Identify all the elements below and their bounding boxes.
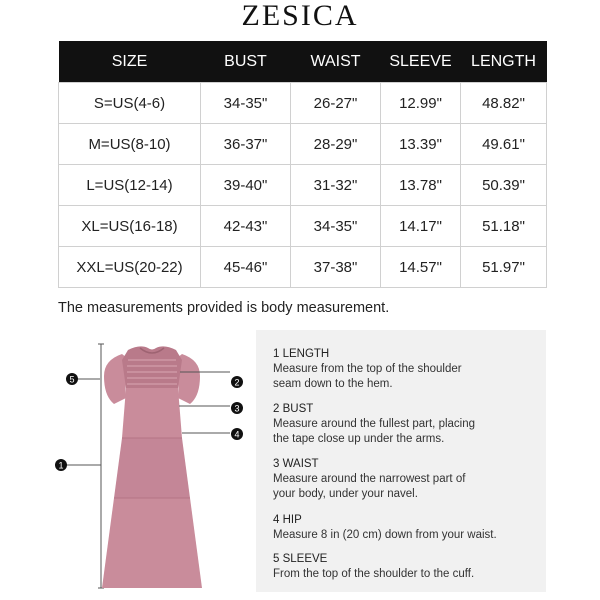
dress-shape xyxy=(102,346,202,588)
guide-title: 1 LENGTH xyxy=(273,348,330,360)
cell-length: 49.61" xyxy=(461,124,547,165)
header-sleeve: SLEEVE xyxy=(381,41,461,83)
guide-desc: seam down to the hem. xyxy=(273,378,393,390)
cell-sleeve: 14.57" xyxy=(381,247,461,288)
cell-sleeve: 14.17" xyxy=(381,206,461,247)
guide-desc: Measure around the fullest part, placing xyxy=(273,418,476,430)
brand-logo: ZESICA xyxy=(241,0,359,32)
marker-1 xyxy=(55,459,67,471)
guide-item-hip xyxy=(273,513,538,543)
cell-waist: 28-29" xyxy=(291,124,381,165)
cell-bust: 36-37" xyxy=(201,124,291,165)
measurement-note: The measurements provided is body measurement. xyxy=(58,300,390,316)
cell-length: 51.18" xyxy=(461,206,547,247)
cell-length: 48.82" xyxy=(461,83,547,124)
header-length: LENGTH xyxy=(461,41,547,83)
cell-waist: 37-38" xyxy=(291,247,381,288)
measurement-guide-panel xyxy=(256,330,546,592)
guide-desc: your body, under your navel. xyxy=(273,488,418,500)
guide-title: 4 HIP xyxy=(273,514,302,526)
table-row xyxy=(59,124,547,165)
size-chart-table xyxy=(58,41,547,288)
marker-label: 1 xyxy=(58,460,64,471)
cell-waist: 26-27" xyxy=(291,83,381,124)
cell-bust: 34-35" xyxy=(201,83,291,124)
cell-waist: 34-35" xyxy=(291,206,381,247)
marker-label: 3 xyxy=(234,403,240,414)
cell-bust: 42-43" xyxy=(201,206,291,247)
cell-sleeve: 13.39" xyxy=(381,124,461,165)
guide-desc: Measure around the narrowest part of xyxy=(273,473,466,485)
header-size: SIZE xyxy=(59,41,201,83)
cell-size: XXL=US(20-22) xyxy=(59,247,201,288)
marker-4 xyxy=(231,428,243,440)
guide-item-bust xyxy=(273,402,538,447)
cell-size: M=US(8-10) xyxy=(59,124,201,165)
marker-2 xyxy=(231,376,243,388)
marker-label: 2 xyxy=(234,377,240,388)
guide-item-length xyxy=(273,347,538,392)
guide-title: 5 SLEEVE xyxy=(273,553,328,565)
cell-size: XL=US(16-18) xyxy=(59,206,201,247)
table-header-row xyxy=(59,41,547,83)
cell-length: 50.39" xyxy=(461,165,547,206)
cell-bust: 39-40" xyxy=(201,165,291,206)
guide-desc: Measure from the top of the shoulder xyxy=(273,363,462,375)
guide-desc: From the top of the shoulder to the cuff. xyxy=(273,568,475,580)
header-waist: WAIST xyxy=(291,41,381,83)
guide-desc: Measure 8 in (20 cm) down from your waist. xyxy=(273,529,497,541)
cell-bust: 45-46" xyxy=(201,247,291,288)
cell-length: 51.97" xyxy=(461,247,547,288)
marker-label: 4 xyxy=(234,429,240,440)
guide-title: 3 WAIST xyxy=(273,458,319,470)
marker-5 xyxy=(66,373,78,385)
table-row xyxy=(59,165,547,206)
cell-sleeve: 13.78" xyxy=(381,165,461,206)
cell-size: S=US(4-6) xyxy=(59,83,201,124)
header-bust: BUST xyxy=(201,41,291,83)
cell-size: L=US(12-14) xyxy=(59,165,201,206)
table-row xyxy=(59,247,547,288)
guide-title: 2 BUST xyxy=(273,403,314,415)
guide-item-waist xyxy=(273,457,538,502)
guide-desc: the tape close up under the arms. xyxy=(273,433,445,445)
marker-3 xyxy=(231,402,243,414)
cell-sleeve: 12.99" xyxy=(381,83,461,124)
marker-label: 5 xyxy=(69,374,75,385)
table-row xyxy=(59,83,547,124)
table-row xyxy=(59,206,547,247)
guide-item-sleeve xyxy=(273,552,538,582)
dress-illustration xyxy=(52,326,252,596)
cell-waist: 31-32" xyxy=(291,165,381,206)
